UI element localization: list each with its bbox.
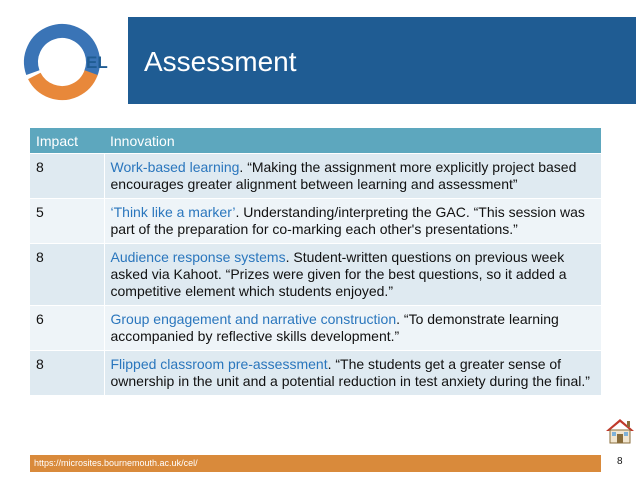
innovation-lead: Flipped classroom pre-assessment: [110, 356, 328, 372]
innovation-cell: [104, 351, 601, 396]
innovation-cell: [104, 154, 601, 199]
cel-logo: [20, 20, 120, 104]
innovation-lead: Audience response systems: [110, 249, 286, 265]
title-bar: [128, 17, 636, 104]
assessment-table: [30, 128, 601, 395]
header-impact: Impact: [30, 128, 104, 154]
innovation-cell: [104, 306, 601, 351]
table-header-row: [30, 128, 601, 154]
innovation-lead: Group engagement and narrative construction: [110, 311, 397, 327]
page-number: 8: [617, 456, 623, 467]
footer-url[interactable]: https://microsites.bournemouth.ac.uk/cel/: [34, 458, 198, 468]
table-row: [30, 306, 601, 351]
table-row: [30, 351, 601, 396]
home-icon[interactable]: [605, 417, 635, 445]
table-row: [30, 199, 601, 244]
impact-cell: 8: [30, 154, 104, 199]
table-row: [30, 154, 601, 199]
impact-cell: 8: [30, 351, 104, 396]
innovation-text: . “The students get a greater sense of ownership in the unit and a potential reduction in test anxiety during the final.”: [110, 356, 590, 389]
innovation-lead: ‘Think like a marker’: [110, 204, 236, 220]
innovation-cell: [104, 244, 601, 306]
innovation-text: . Understanding/interpreting the GAC. “This session was part of the preparation for co-marking each other's presentations.”: [110, 204, 585, 237]
table-row: [30, 244, 601, 306]
impact-cell: 5: [30, 199, 104, 244]
slide-title: Assessment: [144, 46, 297, 77]
impact-cell: 8: [30, 244, 104, 306]
innovation-text: . “To demonstrate learning accompanied by reflective skills development.”: [110, 311, 559, 344]
innovation-text: . Student-written questions on previous week asked via Kahoot. “Prizes were given for the best questions, so it added a competitive element which students enjoyed.”: [110, 249, 567, 299]
footer-bar: [30, 455, 601, 472]
innovation-lead: Work-based learning: [110, 159, 240, 175]
logo-text: EL: [86, 53, 108, 72]
header-innovation: Innovation: [104, 128, 601, 154]
innovation-text: . “Making the assignment more explicitly project based encourages greater alignment between learning and assessment”: [110, 159, 577, 192]
impact-cell: 6: [30, 306, 104, 351]
innovation-cell: [104, 199, 601, 244]
